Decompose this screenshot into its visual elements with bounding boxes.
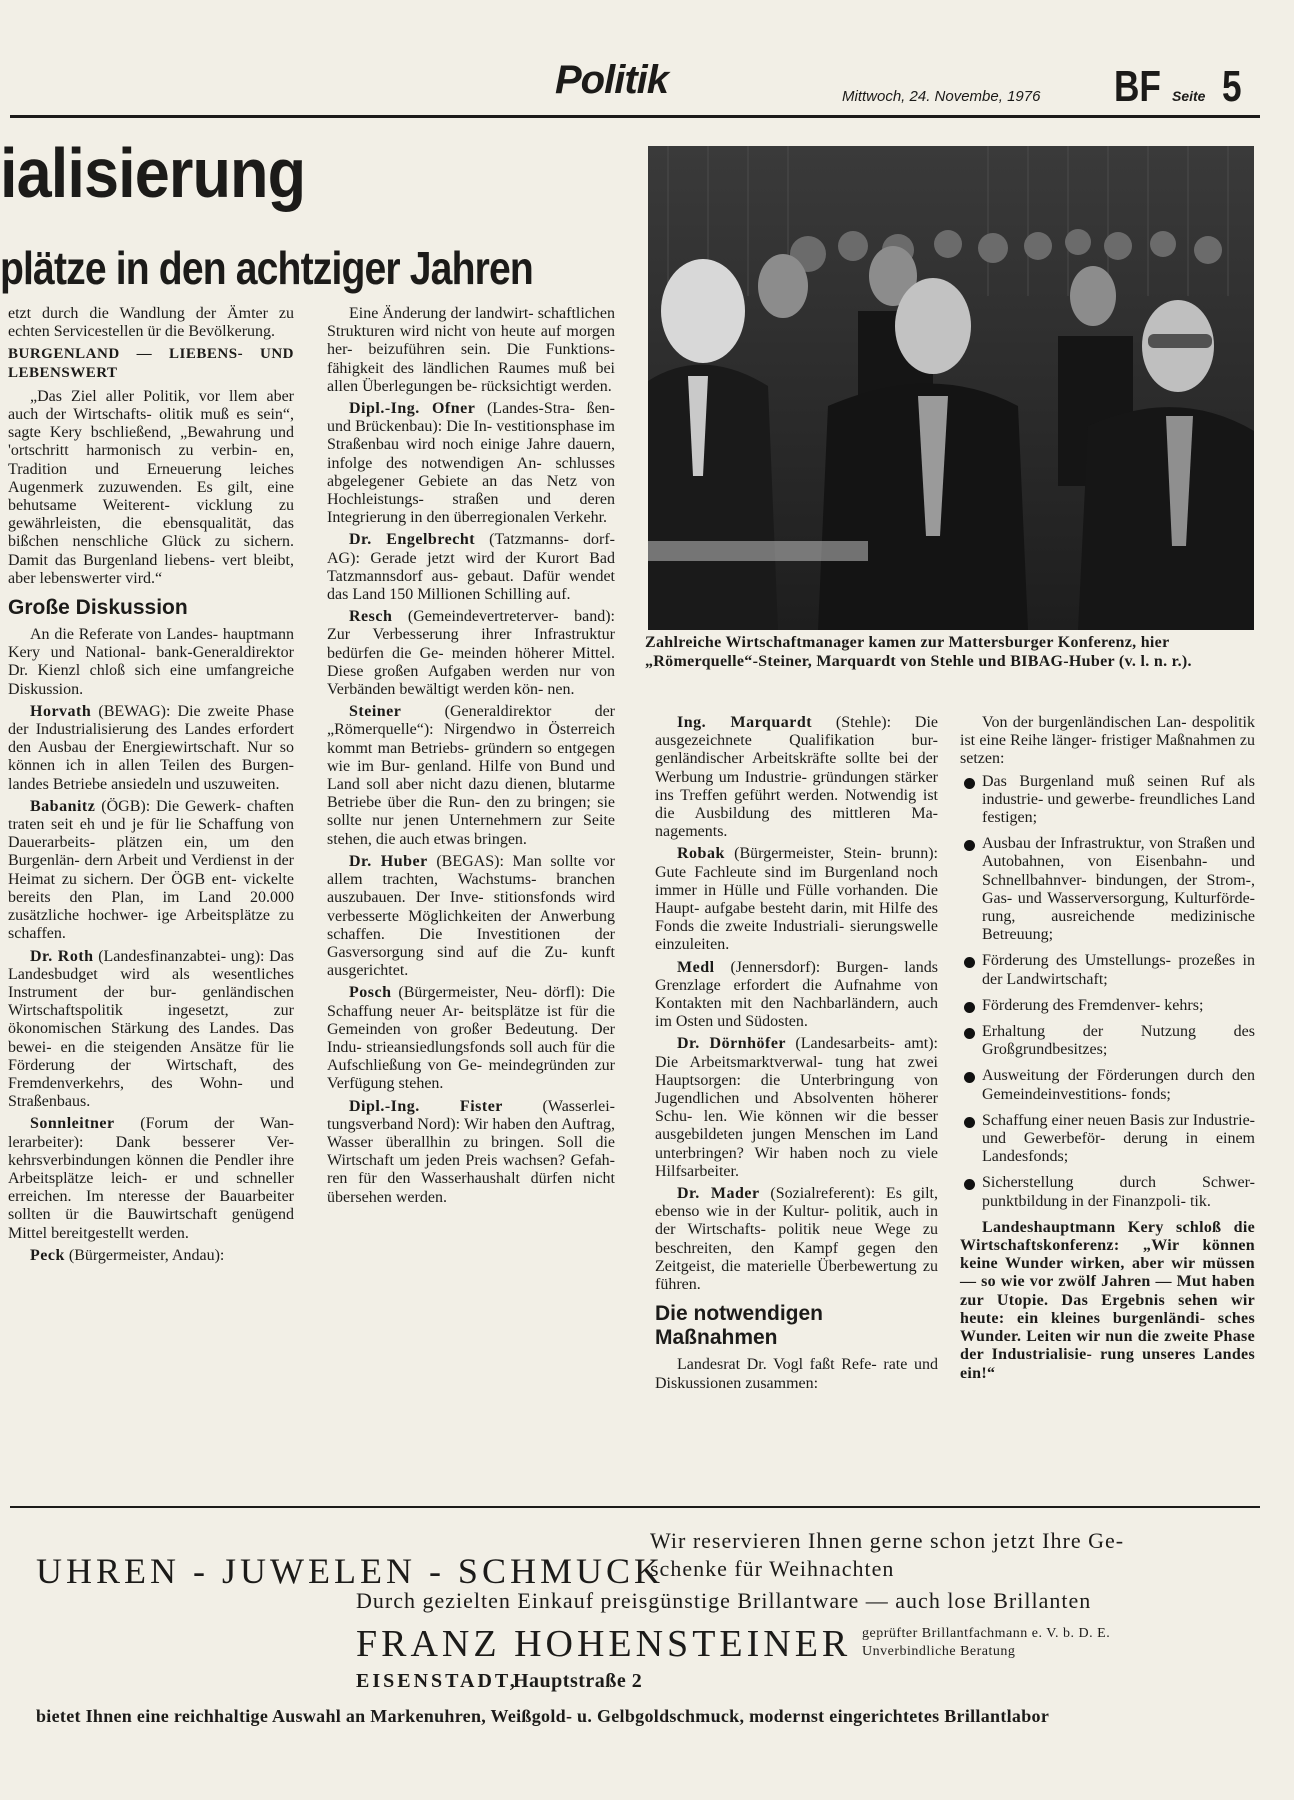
speaker-name: Dr. Dörnhöfer	[677, 1035, 787, 1053]
speaker-name: Ing. Marquardt	[677, 714, 813, 731]
measure-text: Sicherstellung durch Schwer- punktbildung in der Finanzpoli- tik.	[982, 1174, 1255, 1210]
measure-item	[960, 1174, 1255, 1210]
ad-company-name: FRANZ HOHENSTEINER	[356, 1623, 852, 1665]
speaker-name: Robak	[677, 845, 725, 863]
measure-item	[960, 997, 1255, 1015]
paragraph	[8, 703, 294, 794]
bullet-icon	[964, 1072, 975, 1083]
speaker-name: Dipl.-Ing. Ofner	[349, 400, 476, 418]
article-column-4	[960, 714, 1255, 1387]
header-rule	[10, 115, 1260, 118]
speaker-name: Steiner	[349, 703, 402, 721]
conference-photo-image	[648, 146, 1254, 630]
measure-text: Ausbau der Infrastruktur, von Straßen und Autobahnen, von Eisenbahn- und Schnellbahnver- bindungen, der Strom-, Gas- und Wasserversorgung, Kulturförde- rung, ausreichende medizinische Betreuung;	[982, 835, 1255, 944]
paragraph-text: (Landesfinanzabtei- ung): Das Landesbudget wird als wesentliches Instrument der bur- genländischen Wirtschaftspolitik ingesetzt, zur ökonomischen Stärkung des Landes. Das bewei- en die steigenden Ansätze für lie Förderung der Wirtschaft, des Fremdenverkehrs, des Wohn- und Straßenbaus.	[8, 947, 294, 1111]
measure-item	[960, 1067, 1255, 1103]
bullet-icon	[964, 1028, 975, 1039]
paragraph-text: (Landesarbeits- amt): Die Arbeitsmarktverwal- tung hat zwei Hauptsorgen: die Unterbringung von Jugendlichen und Absolventen höherer Schu- len. Wie können wir die besser ausgebildeten jungen Menschen im Land unterbringen? Wir haben noch zu viele Hilfsarbeiter.	[655, 1035, 939, 1180]
speaker-name: Medl	[677, 958, 715, 976]
bullet-icon	[964, 840, 975, 851]
article-column-1	[8, 305, 294, 1269]
closing-paragraph: Landeshauptmann Kery schloß die Wirtschaftskonferenz: „Wir können keine Wunder wirken, aber wir müssen — so wie vor zwölf Jahren — Mut haben zur Utopie. Das Ergebnis sehen wir heute: ein kleines burgenländi- sches Wunder. Leiten wir nun die zweite Phase der Industrialisie- rung unseres Landes ein!“	[960, 1218, 1255, 1382]
paragraph-text: (Bürgermeister, Stein- brunn): Gute Fachleute sind im Burgenland noch immer in Hülle und Fülle vorhanden. Die Haupt- aufgabe besteht darin, mit Hilfe des Fonds die zweite Industriali- sierungswelle einzuleiten.	[655, 845, 938, 954]
issue-date: Mittwoch, 24. Novembe, 1976	[842, 88, 1041, 105]
speaker-name: Resch	[349, 608, 393, 626]
ad-purchase-line: Durch gezielten Einkauf preisgünstige Brillantware — auch lose Brillanten	[356, 1588, 1092, 1613]
headline-sub: plätze in den achtziger Jahren	[0, 242, 533, 294]
ad-qualification: geprüfter Brillantfachmann e. V. b. D. E.	[862, 1626, 1111, 1641]
paragraph-text: (BEWAG): Die zweite Phase der Industrialisierung des Landes erfordert den Ausbau der Energiewirtschaft. Nur so können ich in allen Teilen des Burgen- landes Betriebe ansiedeln und uszuweiten.	[8, 702, 294, 793]
paragraph-text: (Bürgermeister, Neu- dörfl): Die Schaffung neuer Ar- beitsplätze ist für die Gemeinden von großer Bedeutung. Der Indu- strieansiedlungsfonds soll auch für die Aufschließung von Ge- meindegründen zur Verfügung stehen.	[327, 984, 615, 1093]
measure-text: Schaffung einer neuen Basis zur Industrie- und Gewerbeför- derung in einem Landesfonds;	[982, 1111, 1255, 1166]
ad-top-rule	[10, 1506, 1260, 1508]
bullet-icon	[964, 957, 975, 968]
speaker-name: Dr. Mader	[677, 1185, 760, 1203]
paragraph	[327, 853, 615, 980]
measure-item	[960, 835, 1255, 944]
measure-text: Förderung des Umstellungs- prozeßes in der Landwirtschaft;	[982, 952, 1255, 988]
photo-caption: Zahlreiche Wirtschaftmanager kamen zur Mattersburger Konferenz, hier „Römerquelle“-Steiner, Marquardt von Stehle und BIBAG-Huber (v. l. n. r.).	[645, 634, 1192, 670]
paragraph: An die Referate von Landes- hauptmann Kery und National- bank-Generaldirektor Dr. Kienzl chloß sich eine umfangreiche Diskussion.	[8, 626, 294, 698]
article-column-3	[655, 714, 938, 1397]
measure-text: Förderung des Fremdenver- kehrs;	[982, 996, 1204, 1014]
paragraph-text: (Generaldirektor der „Römerquelle“): Nirgendwo in Österreich kommt man Betriebs- gründern so entgegen wie im Bur- genland. Hilfe von Bund und Land soll aber nicht dazu dienen, blutarme Betriebe über die Run- den zu bringen; sie sollte nur jenen Unternehmern zur Seite stehen, die auch etwas bringen.	[327, 703, 615, 848]
section-title: Politik	[555, 58, 669, 102]
paragraph	[327, 531, 615, 604]
measure-text: Ausweitung der Förderungen durch den Gemeindeinvestitions- fonds;	[982, 1067, 1255, 1103]
subheading: BURGENLAND — LIEBENS- UND LEBENSWERT	[8, 346, 294, 381]
jeweler-advertisement	[30, 1520, 1260, 1770]
paragraph: Eine Änderung der landwirt- schaftlichen Strukturen wird nicht von heute auf morgen her- beizuführen sein. Die Funktions- fähigkeit des ländlichen Raumes muß bei allen Überlegungen be- rücksichtigt werden.	[327, 305, 615, 395]
paragraph: Von der burgenländischen Lan- despolitik ist eine Reihe länger- fristiger Maßnahmen zu setzen:	[960, 714, 1255, 768]
page-number: 5	[1222, 62, 1242, 111]
paragraph-text: (Sozialreferent): Es gilt, ebenso wie in der Kultur- politik, auch in der Wirtschafts- politik neue Wege zu beschreiten, den Kampf gegen den Zeitgeist, die materielle Überbewertung zu führen.	[655, 1185, 938, 1294]
measures-list	[960, 773, 1255, 1211]
speaker-name: Horvath	[30, 702, 92, 720]
speaker-name: Dr. Huber	[349, 852, 428, 870]
paragraph-text: (Tatzmanns- dorf-AG): Gerade jetzt wird der Kurort Bad Tatzmannsdorf aus- gebaut. Dafür wendet das Land 150 Millionen Schilling auf.	[327, 531, 615, 604]
ad-street: Hauptstraße 2	[513, 1670, 643, 1692]
paragraph-text: (Forum der Wan- lerarbeiter): Dank besserer Ver- kehrsverbindungen können die Pendler ihre Arbeitsplätze leich- er und schneller erreichen. Im nteresse der Bauarbeiter sollten ür die Bauwirtschaft genügend Mittel bereitgestellt werden.	[8, 1115, 294, 1242]
speaker-name: Dr. Engelbrecht	[349, 531, 476, 549]
headline-main: ialisierung	[0, 134, 306, 212]
paragraph	[8, 798, 294, 944]
paragraph	[655, 714, 938, 841]
speaker-name: Sonnleitner	[30, 1115, 115, 1133]
paragraph-text: (Landes-Stra- ßen- und Brückenbau): Die In- vestitionsphase im Straßenbau wird noch einige Jahre dauern, infolge des notwendigen An- schlusses abgelegener Gebiete an das Netz von Hochleistungs- straßen und deren Integrierung in den überregionalen Verkehr.	[327, 400, 616, 527]
paragraph	[8, 1247, 294, 1265]
paragraph-text: (Gemeindevertreterver- band): Zur Verbesserung ihrer Infrastruktur bedürfen die Ge- meinden höherer Mittel. Diese großen Aufgaben werden nur von Verbänden bewältigt werden kön- nen.	[327, 608, 615, 699]
paragraph-text: (ÖGB): Die Gewerk- chaften traten seit eh und je für lie Schaffung von Dauerarbeits- plätzen ein, um den Burgenlän- dern Arbeit und Verdienst in der Heimat zu sichern. Der ÖGB ent- vickelte bereits den Plan, im Land 20.000 zusätzliche hochwer- ige Arbeitsplätze zu schaffen.	[8, 797, 294, 943]
ad-offer: bietet Ihnen eine reichhaltige Auswahl an Markenuhren, Weißgold- u. Gelbgoldschmuck, modernst eingerichtetes Brillantlabor	[36, 1706, 1050, 1726]
paragraph	[655, 1185, 938, 1294]
ad-reserve-line-1: Wir reservieren Ihnen gerne schon jetzt Ihre Ge-	[650, 1528, 1125, 1553]
paragraph	[327, 984, 615, 1093]
paragraph: Landesrat Dr. Vogl faßt Refe- rate und Diskussionen zusammen:	[655, 1356, 938, 1392]
speaker-name: Babanitz	[30, 797, 96, 815]
paragraph	[8, 1115, 294, 1242]
speaker-name: Posch	[349, 984, 392, 1002]
paragraph	[327, 608, 615, 699]
bullet-icon	[964, 1179, 975, 1190]
paragraph	[655, 845, 938, 954]
speaker-name: Dipl.-Ing. Fister	[349, 1097, 503, 1115]
measure-item	[960, 1112, 1255, 1167]
subheading: Große Diskussion	[8, 596, 188, 620]
measure-item	[960, 952, 1255, 988]
paragraph	[8, 948, 294, 1112]
ad-city: EISENSTADT,	[356, 1670, 518, 1692]
paragraph: etzt durch die Wandlung der Ämter zu echten Servicestellen ür die Bevölkerung.	[8, 305, 294, 341]
page-label: Seite	[1172, 88, 1206, 104]
paragraph	[327, 400, 615, 527]
article-column-2	[327, 305, 615, 1211]
paragraph	[327, 1098, 615, 1207]
paragraph: „Das Ziel aller Politik, vor llem aber auch der Wirtschafts- olitik muß es sein“, sagte Kery bschließend, „Bewahrung und 'ortschritt harmonisch zu verbin- en, Tradition und Erneuerung leiches Augenmerk zuzuwenden. Es gilt, eine behutsame Weiterent- vicklung zu gewährleisten, die ebensqualität, das bißchen nenschliche Glück zu sichern. Damit das Burgenland liebens- vert bleibt, aber lebenswerter vird.“	[8, 387, 294, 587]
newspaper-logo: BF	[1114, 62, 1161, 111]
subheading: Die notwendigen Maßnahmen	[655, 1302, 823, 1350]
measure-item	[960, 1023, 1255, 1059]
bullet-icon	[964, 1002, 975, 1013]
paragraph-text: (Jennersdorf): Burgen- lands Grenzlage erfordert die Aufnahme von Kontakten mit den Nachbarländern, auch im Osten und Südosten.	[655, 958, 938, 1031]
paragraph-text: (Bürgermeister, Andau):	[64, 1246, 225, 1264]
bullet-icon	[964, 778, 975, 789]
measure-text: Erhaltung der Nutzung des Großgrundbesitzes;	[982, 1023, 1255, 1059]
conference-photo	[648, 146, 1254, 630]
speaker-name: Peck	[30, 1246, 65, 1264]
paragraph-text: (BEGAS): Man sollte vor allem trachten, Wachstums- branchen auszubauen. Der Inve- stitionsfonds wird verbesserte Möglichkeiten der Anwerbung schaffen. Die Investitionen der Gasversorgung sind auf die Zu- kunft ausgerichtet.	[327, 852, 615, 980]
paragraph	[655, 959, 938, 1032]
measure-item	[960, 773, 1255, 828]
ad-reserve-line-2: schenke für Weihnachten	[650, 1556, 895, 1581]
ad-consultation: Unverbindliche Beratung	[862, 1644, 1016, 1659]
speaker-name: Dr. Roth	[30, 947, 94, 965]
paragraph	[327, 703, 615, 849]
ad-headline: UHREN - JUWELEN - SCHMUCK	[36, 1551, 664, 1591]
bullet-icon	[964, 1117, 975, 1128]
paragraph-text: (Wasserlei- tungsverband Nord): Wir haben den Auftrag, Wasser überallhin zu bringen. Soll die Wirtschaft um jeden Preis wachsen? Gefah- ren für den Wasserhaushalt dürfen nicht übersehen werden.	[327, 1097, 615, 1206]
paragraph-text: (Stehle): Die ausgezeichnete Qualifikation bur- genländischer Arbeitskräfte sollte bei der Werbung um Industrie- gründungen stärker ins Treffen geführt werden. Notwendig ist die Ausbildung des mittleren Ma- nagements.	[655, 714, 938, 841]
measure-text: Das Burgenland muß seinen Ruf als industrie- und gewerbe- freundliches Land festigen;	[982, 772, 1255, 827]
paragraph	[655, 1035, 938, 1181]
